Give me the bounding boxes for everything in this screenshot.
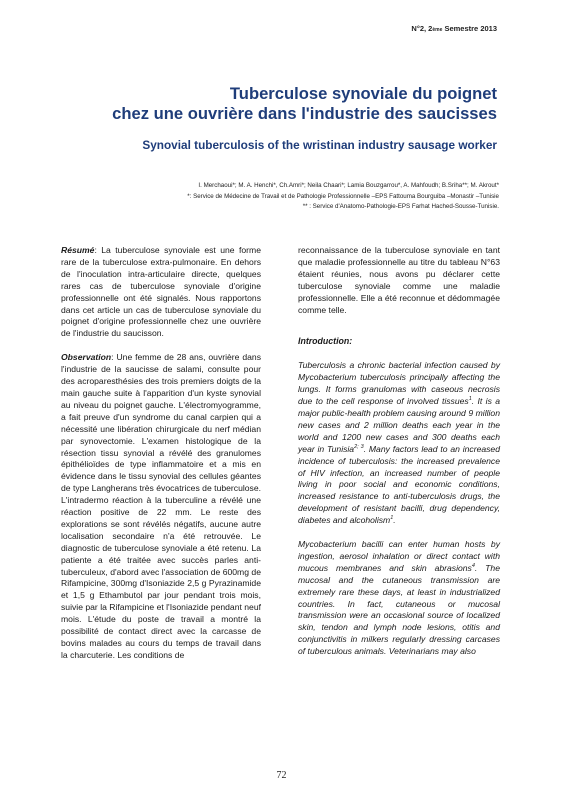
page-number: 72	[276, 770, 287, 781]
resume-label: Résumé	[61, 245, 95, 255]
right-column	[298, 245, 500, 670]
observation-paragraph	[61, 352, 261, 662]
affiliation-1: *: Service de Médecine de Travail et de Pathologie Professionnelle –EPS Fattouma Bourguiba –Monastir –Tunisie	[187, 192, 499, 200]
author-names: I. Merchaoui*; M. A. Henchi*, Ch.Amri*; Neila Chaari*; Lamia Bouzgarrou*, A. Mahfoudh; B.Sriha**; M. Akrout*	[198, 182, 499, 189]
title-line-1: Tuberculose synoviale du poignet	[229, 84, 497, 103]
article-subtitle: Synovial tuberculosis of the wristinan industry sausage worker	[142, 138, 497, 152]
issue-label: N°2, 2ème Semestre 2013	[411, 24, 497, 33]
introduction-heading: Introduction:	[298, 336, 353, 347]
title-line-2: chez une ouvrière dans l'industrie des saucisses	[112, 104, 497, 123]
resume-text: : La tuberculose synoviale est une forme rare de la tuberculose extra-pulmonaire. En dehors de l'inoculation intra-articulaire directe, quelques rares cas de tuberculose synoviale d'origine professionnelle ont été signalés. Nous rapportons dans cet article un cas de tuberculose synoviale du poignet d'origine professionnelle chez une ouvrière de l'industrie du saucisson.	[61, 245, 261, 339]
observation-label: Observation	[61, 352, 112, 363]
author-block	[59, 181, 499, 213]
continuation-paragraph: reconnaissance de la tuberculose synoviale en tant que maladie professionnelle au titre du tableau N°63 étaient réunies, nous avons pu déclarer cette tuberculose synoviale comme une maladie professionnelle. Elle a été reconnue et dédommagée comme telle.	[298, 245, 500, 315]
article-title	[57, 84, 497, 124]
intro-paragraph-1: Tuberculosis a chronic bacterial infection caused by Mycobacterium tuberculosis principally affecting the lungs. It forms granulomas with caseous necrosis due to the cell response of involved tissues$^1$. It is a major public-health problem causing around 9 million new cases and 2 million deaths each year in the world and 1200 new cases and 300 deaths each year in Tunisia$^{2; 3}$. Many factors lead to an increased incidence of tuberculosis: the increased prevalence of HIV infection, an increased number of people living in poor social and economic conditions, increased resistance to anti-tuberculosis drugs, the development of resistant bacilli, drug dependency, diabetes and alcoholism$^1$.	[298, 360, 501, 526]
intro-paragraph-2: Mycobacterium bacilli can enter human hosts by ingestion, aerosol inhalation or direct contact with mucous membranes and skin abrasions$^4$. The mucosal and the cutaneous transmission are extremely rare these days, at least in industrialized countries. In fact, cutaneous or mucosal transmission were an occasional source of localized skin, tendon and lymph node lesions, otitis and conjunctivitis in milkers regularly dressing carcases of tuberculous animals. Veterinarians may also	[298, 539, 500, 657]
observation-text: : Une femme de 28 ans, ouvrière dans l'industrie de la saucisse de salami, consulte pour des acroparesthésies des trois premiers doigts de la main gauche suite à l'apparition d'un kyste synovial au niveau du poignet gauche. L'électromyogramme, a fait preuve d'un syndrome du canal carpien qui a nécessité une libération chirurgicale du nerf médian par synovectomie. L'examen histologique de la résection tissu synovial a révélé des granulomes épithélioïdes de type inflammatoire et a mis en évidence dans le tissu synovial des cellules géantes de type Langherans très évocatrices de tuberculose. L'intradermo réaction à la tuberculine a révélé une réaction positive de 22 mm. Le reste des explorations se sont révélés négatifs, aucune autre localisation secondaire n'a été retrouvée. Le diagnostic de tuberculose synoviale a été retenu. La patiente a été traitée avec succès parles anti-tuberculeux, d'abord avec l'association de 600mg de Rifampicine, 300mg d'Isoniazide 2,5 g Pyrazinamide et 1,5 g Ethambutol par jour pendant trois mois, suivie par la Rifampicine et l'Isoniazide pendant neuf mois. L'étude du poste de travail a montré la possibilité de contact direct avec la carcasse de bovins malades au cours du temps de travail dans la charcuterie. Les conditions de	[61, 352, 261, 660]
resume-paragraph	[61, 245, 261, 340]
left-column	[61, 245, 261, 674]
affiliation-2: ** : Service d'Anatomo-Pathologie-EPS Farhat Hached-Sousse-Tunisie.	[302, 203, 499, 211]
